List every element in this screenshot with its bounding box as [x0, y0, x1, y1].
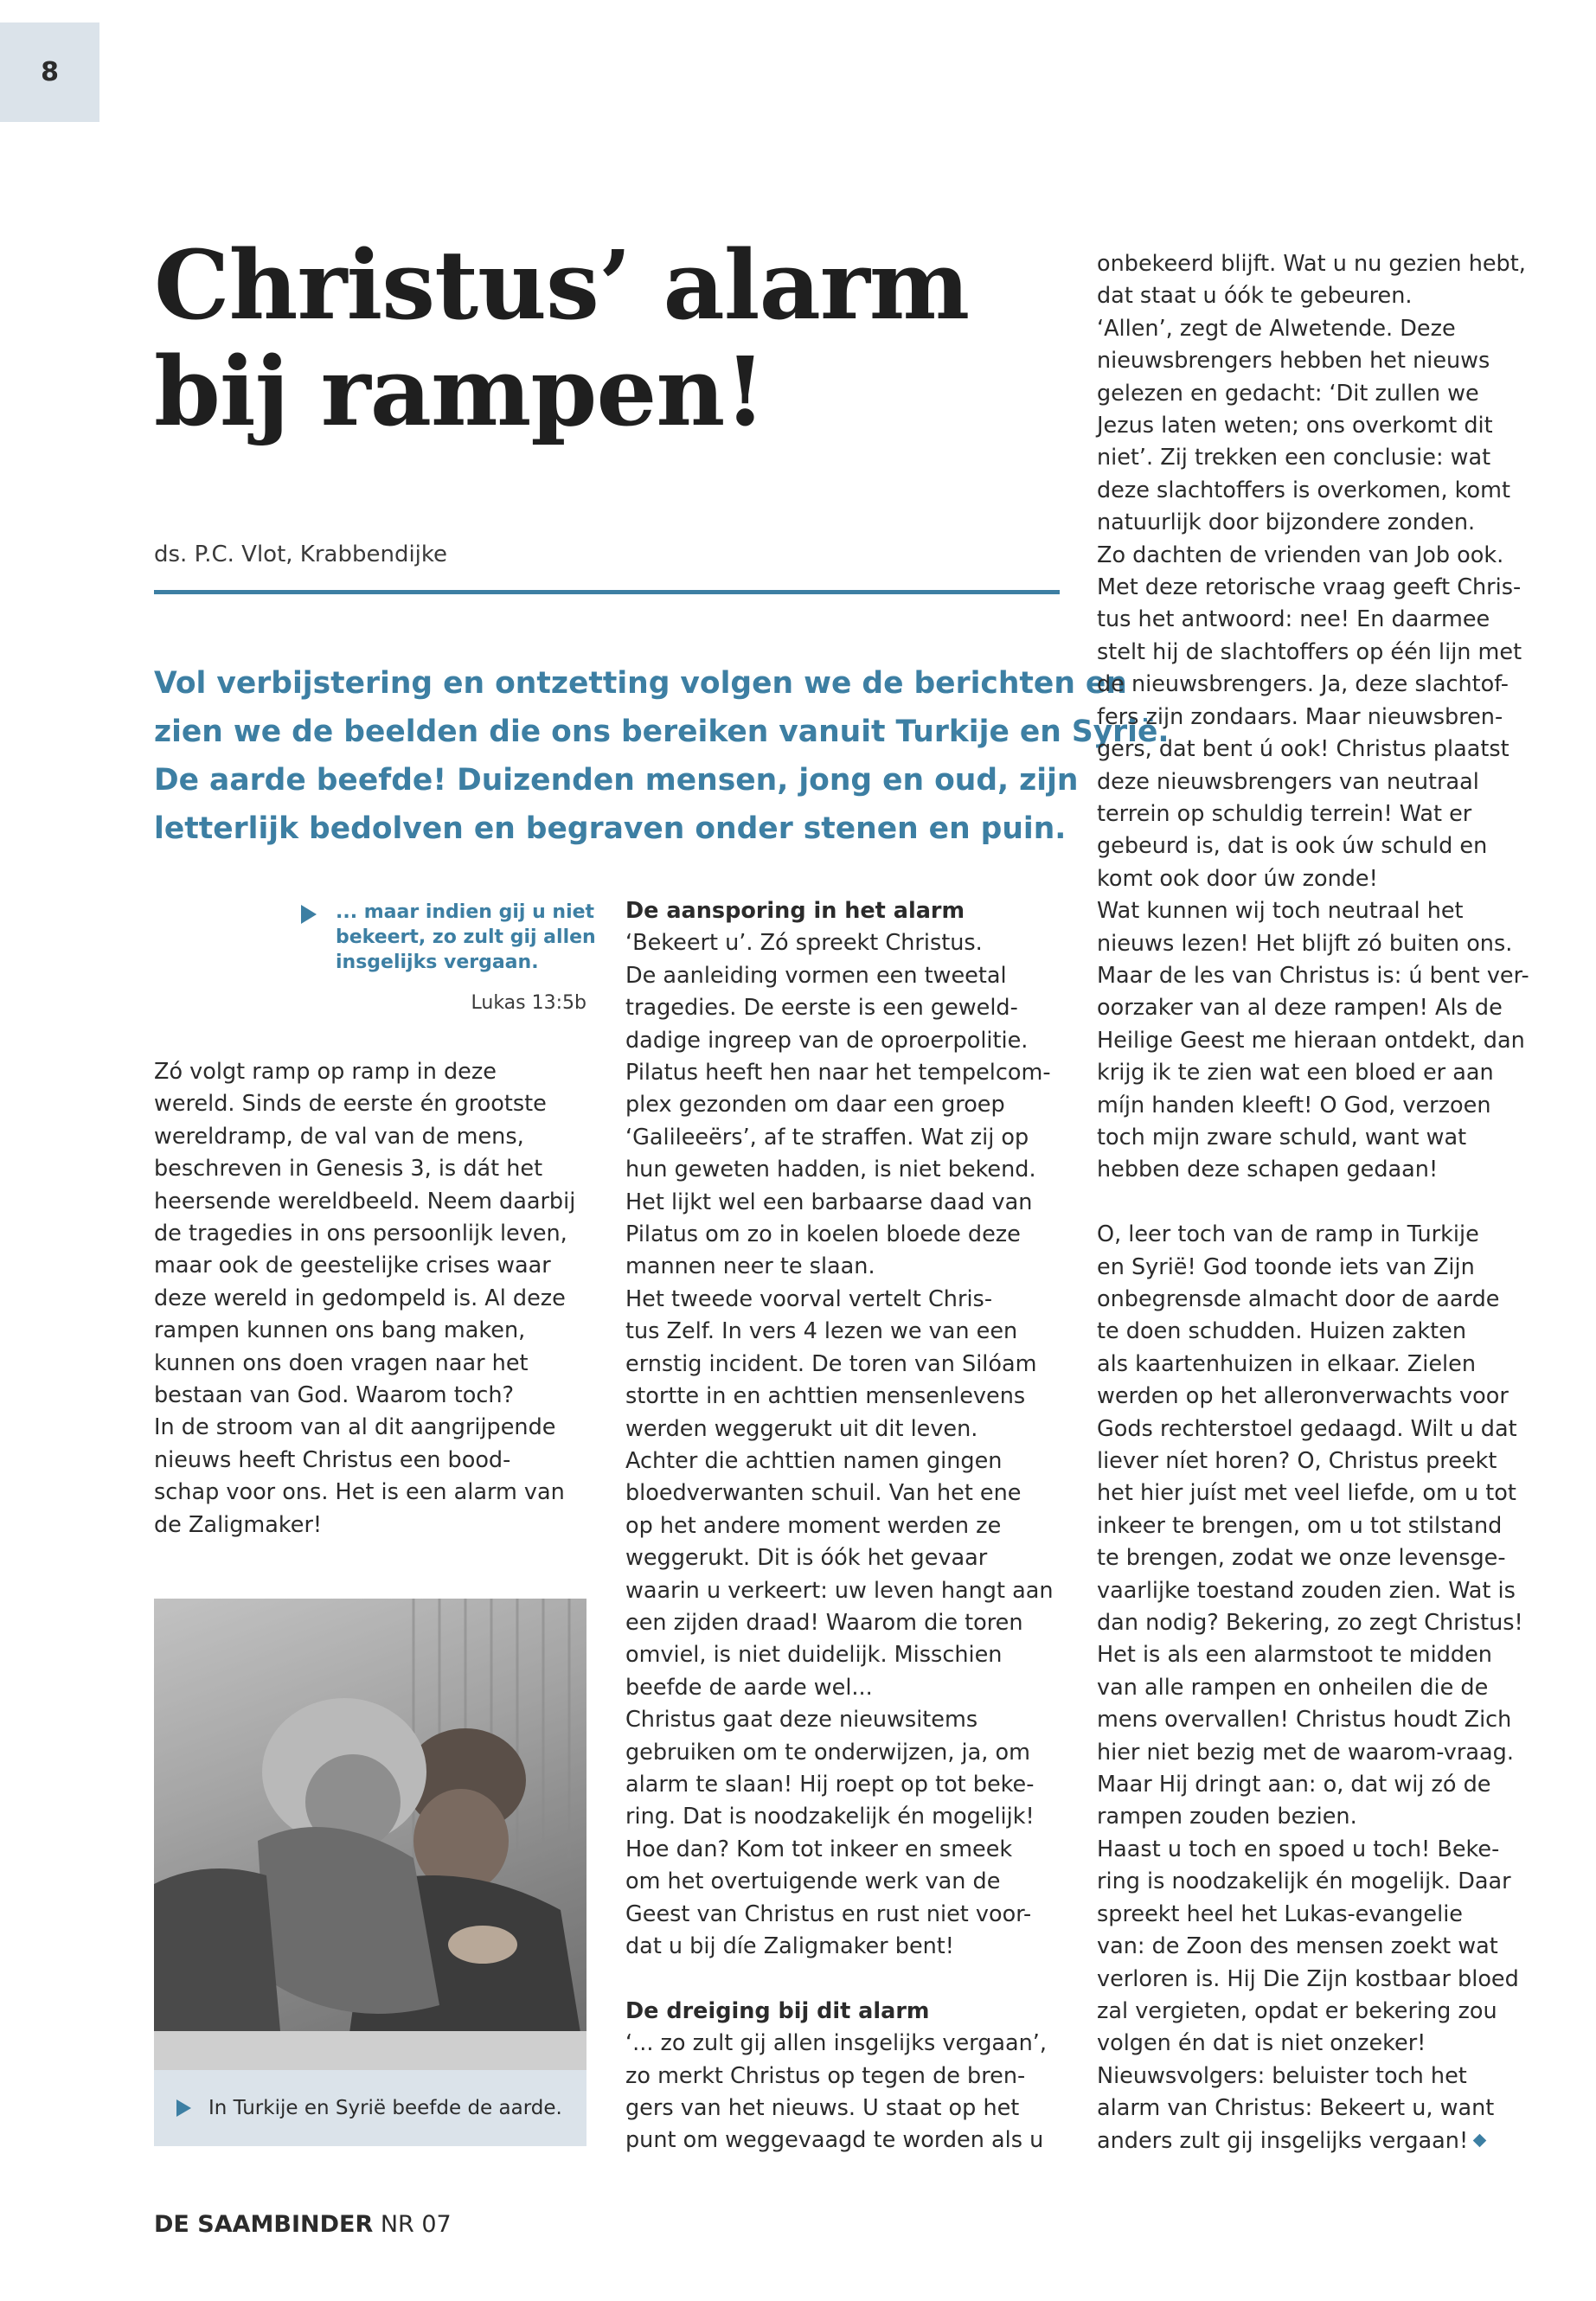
triangle-bullet-icon	[176, 2099, 191, 2117]
text-line: onbegrensde almacht door de aarde	[1097, 1285, 1500, 1312]
earthquake-photo	[154, 1599, 586, 2070]
text-line: stortte in en achttien mensenlevens	[625, 1383, 1026, 1410]
title-divider	[154, 590, 1060, 594]
text-line: Heilige Geest me hieraan ontdekt, dan	[1097, 1027, 1525, 1054]
text-line: De aanleiding vormen een tweetal	[625, 962, 1007, 989]
text-line: een zijden draad! Waarom die toren	[625, 1609, 1023, 1636]
footer	[154, 2211, 452, 2238]
text-line: bestaan van God. Waarom toch?	[154, 1382, 515, 1409]
text-line: anders zult gij insgelijks vergaan!	[1097, 2125, 1547, 2157]
text-line: gebeurd is, dat is ook úw schuld en	[1097, 833, 1488, 860]
text-line: inkeer te brengen, om u tot stilstand	[1097, 1512, 1503, 1539]
text-line: Maar de les van Christus is: ú bent ver-	[1097, 962, 1529, 989]
issue-number: NR 07	[380, 2211, 452, 2238]
quote-line: bekeert, zo zult gij allen	[336, 926, 596, 948]
lead-paragraph	[154, 659, 1170, 853]
text-line: Hoe dan? Kom tot inkeer en smeek	[625, 1836, 1013, 1862]
text-line: zo merkt Christus op tegen de bren-	[625, 2062, 1026, 2089]
text-line: Zó volgt ramp op ramp in deze	[154, 1059, 497, 1085]
text-line: deze slachtoffers is overkomen, komt	[1097, 477, 1510, 503]
text-line: ‘Bekeert u’. Zó spreekt Christus.	[625, 930, 983, 957]
text-line: dat u bij díe Zaligmaker bent!	[625, 1933, 955, 1959]
lead-line: Vol verbijstering en ontzetting volgen we de berichten en	[154, 666, 1127, 701]
text-line: mannen neer te slaan.	[625, 1253, 875, 1280]
text-line: ernstig incident. De toren van Silóam	[625, 1350, 1037, 1377]
text-line: als kaartenhuizen in elkaar. Zielen	[1097, 1350, 1476, 1377]
text-line: tus Zelf. In vers 4 lezen we van een	[625, 1318, 1018, 1345]
text-line: Het is als een alarmstoot te midden	[1097, 1642, 1492, 1669]
text-line: deze nieuwsbrengers van neutraal	[1097, 768, 1479, 795]
photo-illustration	[154, 1599, 586, 2070]
text-line: krijg ik te zien wat een bloed er aan	[1097, 1060, 1494, 1086]
text-line: spreekt heel het Lukas-evangelie	[1097, 1900, 1463, 1927]
text-line: deze wereld in gedompeld is. Al deze	[154, 1285, 566, 1311]
title-line: bij rampen!	[154, 336, 766, 448]
magazine-name: DE SAAMBINDER	[154, 2211, 374, 2238]
text-line: wereld. Sinds de eerste én grootste	[154, 1091, 547, 1118]
text-line: vaarlijke toestand zouden zien. Wat is	[1097, 1577, 1516, 1604]
text-line: wereldramp, de val van de mens,	[154, 1123, 524, 1150]
text-line: Nieuwsvolgers: beluister toch het	[1097, 2062, 1467, 2089]
text-line: het hier juíst met veel liefde, om u tot	[1097, 1480, 1516, 1507]
column-2	[625, 895, 1067, 2157]
text-line: werden op het alleronverwachts voor	[1097, 1383, 1509, 1410]
text-line: onbekeerd blijft. Wat u nu gezien hebt,	[1097, 251, 1526, 277]
text-line: maar ook de geestelijke crises waar	[154, 1253, 551, 1279]
text-line: gebruiken om te onderwijzen, ja, om	[625, 1739, 1030, 1766]
section-heading: De aansporing in het alarm	[625, 898, 965, 924]
text-line: op het andere moment werden ze	[625, 1512, 1002, 1539]
lead-line: letterlijk bedolven en begraven onder stenen en puin.	[154, 811, 1067, 846]
text-line: hun geweten hadden, is niet bekend.	[625, 1157, 1036, 1183]
text-line: hier niet bezig met de waarom-vraag.	[1097, 1739, 1514, 1766]
text-line: ‘... zo zult gij allen insgelijks vergaan’,	[625, 2030, 1048, 2057]
text-line: schap voor ons. Het is een alarm van	[154, 1479, 565, 1506]
text-line: Wat kunnen wij toch neutraal het	[1097, 898, 1464, 925]
text-line: verloren is. Hij Die Zijn kostbaar bloed	[1097, 1965, 1519, 1992]
text-line: tus het antwoord: nee! En daarmee	[1097, 606, 1490, 633]
text-line: In de stroom van al dit aangrijpende	[154, 1414, 556, 1441]
column-1	[154, 1056, 595, 1541]
text-line: ring. Dat is noodzakelijk én mogelijk!	[625, 1804, 1035, 1830]
text-line: bloedverwanten schuil. Van het ene	[625, 1480, 1022, 1507]
text-line: nieuws heeft Christus een bood-	[154, 1446, 511, 1473]
text-line: O, leer toch van de ramp in Turkije	[1097, 1221, 1479, 1248]
pull-quote	[301, 900, 596, 1014]
text-line: rampen zouden bezien.	[1097, 1804, 1357, 1830]
text-line: waarin u verkeert: uw leven hangt aan	[625, 1577, 1054, 1604]
section-paragraph	[1097, 248, 1547, 1187]
text-line: terrein op schuldig terrein! Wat er	[1097, 800, 1472, 827]
text-line: te brengen, zodat we onze levensge-	[1097, 1545, 1506, 1572]
text-line: Gods rechterstoel gedaagd. Wilt u dat	[1097, 1415, 1517, 1442]
end-mark-icon	[1473, 2133, 1487, 2147]
text-line: de tragedies in ons persoonlijk leven,	[154, 1221, 567, 1247]
author-byline: ds. P.C. Vlot, Krabbendijke	[154, 542, 448, 567]
text-line: werden weggerukt uit dit leven.	[625, 1415, 978, 1442]
text-line: alarm van Christus: Bekeert u, want	[1097, 2095, 1495, 2122]
text-line: plex gezonden om daar een groep	[625, 1092, 1005, 1118]
text-line: Christus gaat deze nieuwsitems	[625, 1707, 978, 1734]
text-line: stelt hij de slachtoffers op één lijn met	[1097, 638, 1522, 665]
text-line: toch mijn zware schuld, want wat	[1097, 1124, 1467, 1150]
text-line: rampen kunnen ons bang maken,	[154, 1317, 526, 1344]
section-paragraph	[625, 927, 1067, 1963]
column-3	[1097, 248, 1547, 2157]
text-line: en Syrië! God toonde iets van Zijn	[1097, 1253, 1475, 1280]
text-line: nieuwsbrengers hebben het nieuws	[1097, 348, 1490, 375]
text-line: Zo dachten de vrienden van Job ook.	[1097, 542, 1504, 568]
quote-line: insgelijks vergaan.	[336, 952, 539, 973]
text-line: hebben deze schapen gedaan!	[1097, 1157, 1439, 1183]
text-line: gers van het nieuws. U staat op het	[625, 2095, 1020, 2122]
text-line: fers zijn zondaars. Maar nieuwsbren-	[1097, 703, 1503, 730]
text-line: ‘Allen’, zegt de Alwetende. Deze	[1097, 315, 1456, 342]
triangle-bullet-icon	[301, 905, 317, 924]
text-line: de nieuwsbrengers. Ja, deze slachtof-	[1097, 671, 1509, 698]
section-paragraph	[1097, 1219, 1547, 2157]
article-title	[154, 229, 1036, 448]
quote-reference: Lukas 13:5b	[471, 992, 586, 1014]
text-line: kunnen ons doen vragen naar het	[154, 1349, 529, 1376]
text-line: nieuws lezen! Het blijft zó buiten ons.	[1097, 930, 1513, 957]
text-line: dadige ingreep van de oproerpolitie.	[625, 1027, 1029, 1054]
text-line: volgen én dat is niet onzeker!	[1097, 2030, 1426, 2057]
lead-line: zien we de beelden die ons bereiken vanuit Turkije en Syrië.	[154, 715, 1170, 749]
quote-text	[336, 900, 596, 975]
text-line: dan nodig? Bekering, zo zegt Christus!	[1097, 1610, 1523, 1637]
photo-caption	[154, 2070, 586, 2146]
section-heading: De dreiging bij dit alarm	[625, 1997, 930, 2024]
text-line: Jezus laten weten; ons overkomt dit	[1097, 413, 1493, 439]
text-line: alarm te slaan! Hij roept op tot beke-	[625, 1771, 1035, 1798]
page-number: 8	[0, 22, 99, 122]
text-line: natuurlijk door bijzondere zonden.	[1097, 510, 1476, 536]
text-line: beefde de aarde wel...	[625, 1674, 873, 1701]
text-line: Het tweede voorval vertelt Chris-	[625, 1285, 993, 1312]
text-line: Maar Hij dringt aan: o, dat wij zó de	[1097, 1772, 1491, 1798]
quote-line: ... maar indien gij u niet	[336, 901, 595, 923]
text-line: gelezen en gedacht: ‘Dit zullen we	[1097, 380, 1479, 407]
text-line: Geest van Christus en rust niet voor-	[625, 1900, 1032, 1927]
text-line: míjn handen kleeft! O God, verzoen	[1097, 1092, 1491, 1118]
section-paragraph	[625, 2028, 1067, 2157]
text-line: om het overtuigende werk van de	[625, 1868, 1001, 1895]
text-line: oorzaker van al deze rampen! Als de	[1097, 995, 1503, 1022]
text-line: beschreven in Genesis 3, is dát het	[154, 1156, 543, 1183]
text-line: gers, dat bent ú ook! Christus plaatst	[1097, 736, 1509, 763]
text-line: omviel, is niet duidelijk. Misschien	[625, 1642, 1003, 1669]
text-line: zal vergieten, opdat er bekering zou	[1097, 1997, 1497, 2024]
text-line: komt ook door úw zonde!	[1097, 865, 1378, 892]
text-line: ring is noodzakelijk én mogelijk. Daar	[1097, 1868, 1511, 1895]
title-line: Christus’ alarm	[154, 229, 970, 341]
text-line: van alle rampen en onheilen die de	[1097, 1674, 1489, 1701]
text-line: tragedies. De eerste is een geweld-	[625, 995, 1018, 1022]
text-line: heersende wereldbeeld. Neem daarbij	[154, 1188, 576, 1215]
text-line: dat staat u óók te gebeuren.	[1097, 283, 1413, 310]
text-line: liever níet horen? O, Christus preekt	[1097, 1448, 1497, 1475]
text-line: mens overvallen! Christus houdt Zich	[1097, 1707, 1512, 1734]
text-line: Pilatus om zo in koelen bloede deze	[625, 1221, 1021, 1248]
text-line: punt om weggevaagd te worden als u	[625, 2127, 1044, 2154]
text-line: niet’. Zij trekken een conclusie: wat	[1097, 445, 1491, 471]
text-line: weggerukt. Dit is óók het gevaar	[625, 1545, 988, 1572]
text-line: te doen schudden. Huizen zakten	[1097, 1318, 1466, 1345]
text-line: Haast u toch en spoed u toch! Beke-	[1097, 1836, 1500, 1862]
text-line: de Zaligmaker!	[154, 1511, 323, 1538]
lead-line: De aarde beefde! Duizenden mensen, jong en oud, zijn	[154, 763, 1079, 798]
text-line: Het lijkt wel een barbaarse daad van	[625, 1189, 1033, 1215]
text-line: Met deze retorische vraag geeft Chris-	[1097, 574, 1522, 601]
text-line: Pilatus heeft hen naar het tempelcom-	[625, 1060, 1051, 1086]
text-line: ‘Galileeërs’, af te straffen. Wat zij op	[625, 1124, 1029, 1150]
caption-text: In Turkije en Syrië beefde de aarde.	[208, 2097, 562, 2119]
text-line: Achter die achttien namen gingen	[625, 1447, 1003, 1474]
text-line: van: de Zoon des mensen zoekt wat	[1097, 1933, 1498, 1960]
